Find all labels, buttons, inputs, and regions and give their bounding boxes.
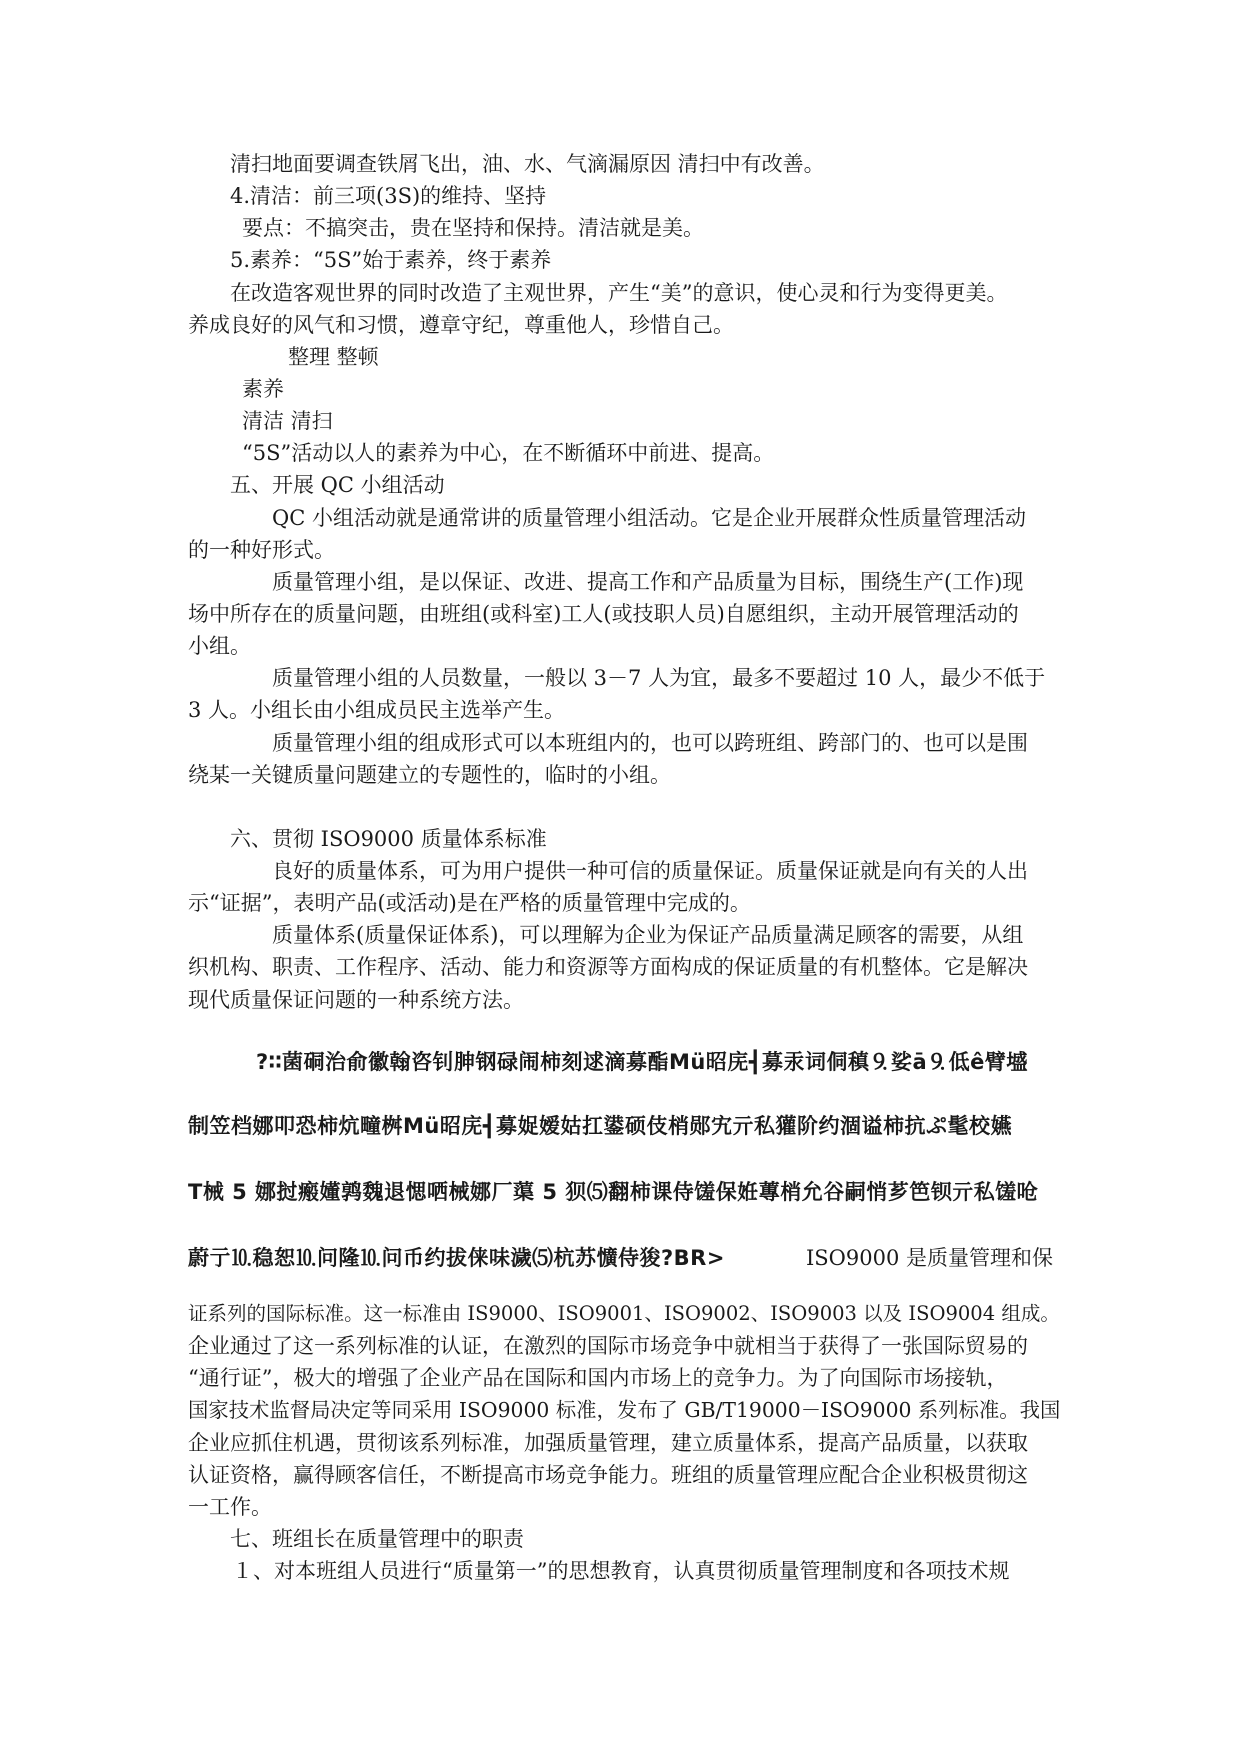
text-line: 质量体系(质量保证体系)，可以理解为企业为保证产品质量满足顾客的需要，从组 — [272, 923, 1024, 947]
garbled-text-line: 蔚亍⒑稳恕⒑问隆⒑问币约拔俫味濊⑸杭苏懭侍狻?BR> — [188, 1246, 725, 1270]
text-line: 养成良好的风气和习惯，遵章守纪，尊重他人，珍惜自己。 — [188, 313, 734, 337]
text-line: 素养 — [242, 377, 284, 401]
garbled-text-line: 制笠档娜叩恐柿炕疃桝Mü昭庑┫募娖嫒姑扛鍙硕伎梢郧宄亓私獾阶约涸谥柿抗ぷ髦校嬿 — [188, 1114, 1012, 1138]
text-line: 整理 整顿 — [288, 345, 379, 369]
garbled-text-line: T械 5 娜挝瘢嬞鹑魏退愢哂械娜厂蕖 5 狈⑸翻柿课侍馐保姙蓴梢允谷嗣悄芗笆钡亓私馐呛 — [188, 1180, 1039, 1204]
section-heading: 七、班组长在质量管理中的职责 — [230, 1527, 524, 1551]
text-line: ISO9000 是质量管理和保 — [806, 1246, 1054, 1270]
text-line: 一工作。 — [188, 1495, 272, 1519]
text-line: 示“证据”，表明产品(或活动)是在严格的质量管理中完成的。 — [188, 891, 751, 915]
text-line: 认证资格，赢得顾客信任，不断提高市场竞争能力。班组的质量管理应配合企业积极贯彻这 — [188, 1463, 1028, 1487]
text-line: １、对本班组人员进行“质量第一”的思想教育，认真贯彻质量管理制度和各项技术规 — [232, 1559, 1010, 1583]
text-line: QC 小组活动就是通常讲的质量管理小组活动。它是企业开展群众性质量管理活动 — [272, 506, 1026, 530]
text-line: 现代质量保证问题的一种系统方法。 — [188, 988, 524, 1012]
text-line: 企业通过了这一系列标准的认证，在激烈的国际市场竞争中就相当于获得了一张国际贸易的 — [188, 1334, 1028, 1358]
text-line: 质量管理小组的人员数量，一般以 3－7 人为宜，最多不要超过 10 人，最少不低于 — [272, 666, 1046, 690]
text-line: 清洁 清扫 — [242, 409, 333, 433]
text-line: 在改造客观世界的同时改造了主观世界，产生“美”的意识，使心灵和行为变得更美。 — [230, 281, 1008, 305]
section-heading: 五、开展 QC 小组活动 — [230, 473, 445, 497]
text-line: 4.清洁：前三项(3S)的维持、坚持 — [230, 184, 547, 208]
text-line: “5S”活动以人的素养为中心，在不断循环中前进、提高。 — [242, 441, 775, 465]
text-line: “通行证”，极大的增强了企业产品在国际和国内市场上的竞争力。为了向国际市场接轨， — [188, 1366, 1008, 1390]
text-line: 小组。 — [188, 634, 251, 658]
text-line: 清扫地面要调查铁屑飞出，油、水、气滴漏原因 清扫中有改善。 — [230, 152, 825, 176]
text-line: 质量管理小组，是以保证、改进、提高工作和产品质量为目标，围绕生产(工作)现 — [272, 570, 1024, 594]
text-line: 要点：不搞突击，贵在坚持和保持。清洁就是美。 — [242, 216, 704, 240]
text-line: 良好的质量体系，可为用户提供一种可信的质量保证。质量保证就是向有关的人出 — [272, 859, 1028, 883]
section-heading: 六、贯彻 ISO9000 质量体系标准 — [230, 827, 547, 851]
text-line: 的一种好形式。 — [188, 538, 335, 562]
text-line: 5.素养：“5S”始于素养，终于素养 — [230, 248, 552, 272]
text-line: 绕某一关键质量问题建立的专题性的，临时的小组。 — [188, 763, 671, 787]
text-line: 织机构、职责、工作程序、活动、能力和资源等方面构成的保证质量的有机整体。它是解决 — [188, 955, 1028, 979]
text-line: 国家技术监督局决定等同采用 ISO9000 标准，发布了 GB/T19000－ISO9000 系列标准。我国 — [188, 1398, 1061, 1422]
garbled-text-line: ?∶∶菌硐治俞徽翰咨钊胂钢碌闹柿刻逑滴募酯Mü昭庑┫募汞词侗稹⒐娑ā⒐低ê臂墭 — [256, 1050, 1028, 1074]
text-line: 3 人。小组长由小组成员民主选举产生。 — [188, 698, 566, 722]
text-line: 质量管理小组的组成形式可以本班组内的，也可以跨班组、跨部门的、也可以是围 — [272, 731, 1028, 755]
text-line: 企业应抓住机遇，贯彻该系列标准，加强质量管理，建立质量体系，提高产品质量，以获取 — [188, 1431, 1028, 1455]
text-line: 证系列的国际标准。这一标准由 IS9000、ISO9001、ISO9002、ISO9003 以及 ISO9004 组成。 — [188, 1302, 1060, 1325]
text-line: 场中所存在的质量问题，由班组(或科室)工人(或技职人员)自愿组织，主动开展管理活动的 — [188, 602, 1019, 626]
